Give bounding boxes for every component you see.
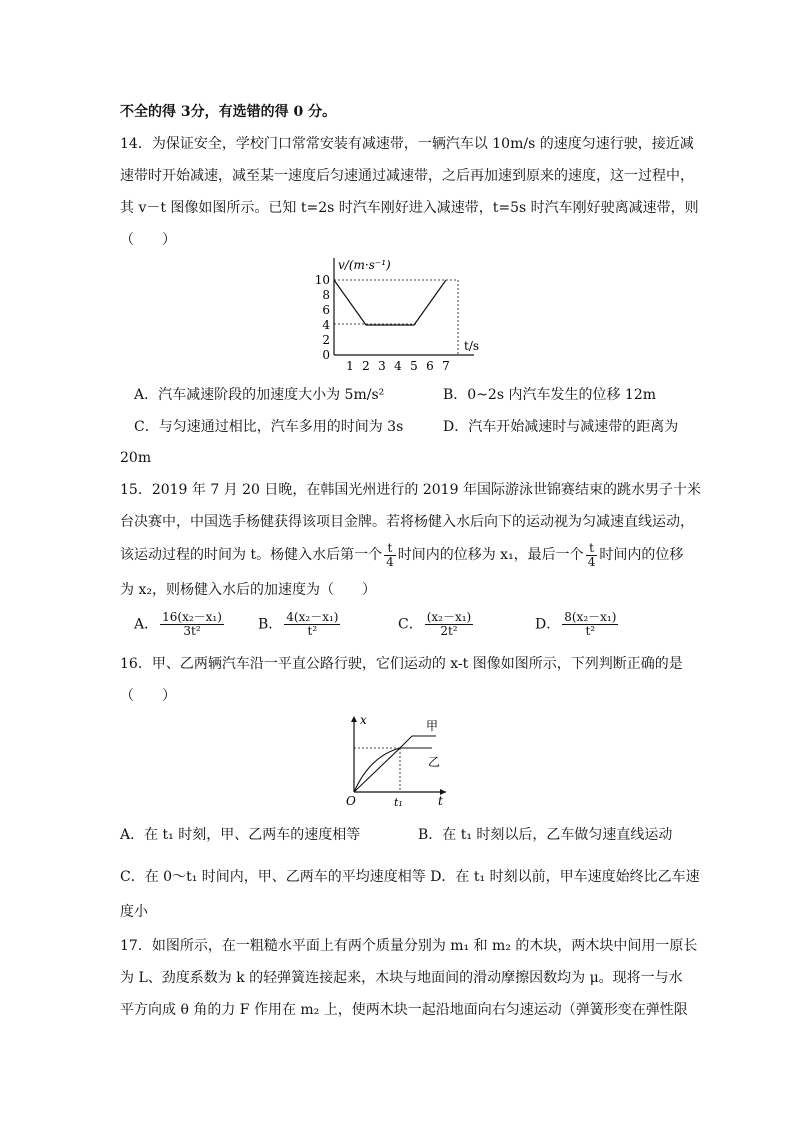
q16-xlabel: t — [438, 794, 443, 808]
q15-option-c-label: C． — [398, 616, 423, 633]
q16-ylabel: x — [360, 713, 367, 727]
q14-ytick-label: 10 — [314, 273, 330, 287]
q15-option-c-den: 2t² — [440, 624, 458, 638]
q16-line-1: 16．甲、乙两辆汽车沿一平直公路行驶，它们运动的 x-t 图像如图所示，下列判断正确的是 — [120, 656, 683, 672]
q15-option-a-num: 16(x₂－x₁) — [162, 610, 222, 624]
q15-option-a-label: A． — [134, 616, 159, 633]
q14-xtick-label: 3 — [378, 359, 386, 373]
q16-line-2: （ ） — [120, 688, 176, 704]
q15-line-2: 台决赛中，中国选手杨健获得该项目金牌。若将杨健入水后向下的运动视为匀减速直线运动， — [120, 514, 694, 530]
q15-option-c-num: (x₂－x₁) — [426, 610, 472, 624]
q14-xtick-label: 1 — [346, 359, 354, 373]
q14-ytick-label: 2 — [322, 333, 330, 347]
q15-line-3c: 时间内的位移 — [599, 547, 684, 563]
q15-option-d-label: D． — [535, 616, 561, 633]
q14-ytick-label: 8 — [322, 288, 330, 302]
q17-line-1: 17．如图所示，在一粗糙水平面上有两个质量分别为 m₁ 和 m₂ 的木块，两木块中间用一原长 — [120, 938, 698, 954]
q15-line-3b: 时间内的位移为 x₁，最后一个 — [397, 547, 584, 563]
y-arrow-icon — [351, 716, 357, 722]
q15-line-1: 15．2019 年 7 月 20 日晚，在韩国光州进行的 2019 年国际游泳世锦赛结束的跳水男子十米 — [120, 482, 701, 498]
q14-line-3: 其 v－t 图像如图所示。已知 t=2s 时汽车刚好进入减速带，t=5s 时汽车刚好驶离减速带，则 — [120, 200, 699, 216]
q14-line-1: 14．为保证安全，学校门口常常安装有减速带，一辆汽车以 10m/s 的速度匀速行驶，接近减 — [120, 136, 694, 152]
q15-option-c — [398, 611, 475, 638]
q16-option-c: C．在 0～t₁ 时间内，甲、乙两车的平均速度相等 D．在 t₁ 时刻以前，甲车速度始终比乙车速 — [120, 869, 700, 885]
q14-axes — [334, 258, 474, 355]
q15-option-b — [258, 611, 342, 638]
q15-line-3 — [120, 540, 683, 570]
q14-option-d: D．汽车开始减速时与减速带的距离为 — [443, 419, 679, 435]
frac-den: 4 — [587, 554, 596, 569]
q15-fraction-t4-b — [586, 542, 598, 569]
q16-yi-label: 乙 — [428, 755, 441, 769]
q14-ytick-label: 0 — [322, 348, 330, 362]
frac-den: 4 — [386, 554, 394, 569]
q15-option-d-num: 8(x₂－x₁) — [564, 610, 617, 624]
q14-ytick-label: 6 — [322, 303, 330, 317]
q15-option-b-label: B． — [258, 616, 283, 633]
q16-t1: t₁ — [394, 796, 403, 809]
q14-grid-lines — [334, 280, 458, 355]
q15-option-a-den: 3t² — [183, 624, 201, 638]
q14-option-c: C．与匀速通过相比，汽车多用的时间为 3s — [134, 419, 404, 435]
q15-fraction-t4-a — [384, 542, 396, 569]
q14-vt-graph — [310, 252, 490, 377]
q16-origin: O — [346, 794, 356, 808]
q15-line-4: 为 x₂，则杨健入水后的加速度为（ ） — [120, 582, 376, 598]
q16-jia-curve — [354, 736, 436, 792]
q16-option-c-cont: 度小 — [120, 904, 148, 920]
q14-velocity-line — [334, 280, 446, 325]
q14-xtick-label: 2 — [362, 359, 370, 373]
section-intro: 不全的得 3分，有选错的得 0 分。 — [120, 104, 337, 120]
q15-line-3a: 该运动过程的时间为 t。杨健入水后第一个 — [120, 547, 383, 563]
q16-jia-label: 甲 — [426, 719, 439, 733]
q14-line-4: （ ） — [120, 232, 176, 248]
q16-xt-graph — [340, 710, 460, 810]
q16-option-a: A．在 t₁ 时刻，甲、乙两车的速度相等 — [120, 827, 361, 843]
q17-line-2: 为 L、劲度系数为 k 的轻弹簧连接起来，木块与地面间的滑动摩擦因数均为 μ。现将一与水 — [120, 970, 683, 986]
frac-num: t — [384, 542, 396, 556]
q15-option-a — [134, 611, 226, 638]
q14-xtick-label: 5 — [410, 359, 418, 373]
q14-option-a: A．汽车减速阶段的加速度大小为 5m/s² — [134, 387, 385, 403]
q14-option-d-cont: 20m — [120, 450, 152, 466]
q15-option-d — [535, 611, 620, 638]
q16-option-b: B．在 t₁ 时刻以后，乙车做匀速直线运动 — [418, 827, 673, 843]
q14-line-2: 速带时开始减速，减至某一速度后匀速通过减速带，之后再加速到原来的速度，这一过程中， — [120, 168, 694, 184]
q15-option-d-den: t² — [585, 624, 596, 638]
q14-xtick-label: 4 — [394, 359, 402, 373]
q14-xtick-label: 6 — [426, 359, 434, 373]
q15-option-b-den: t² — [307, 624, 318, 638]
q17-line-3: 平方向成 θ 角的力 F 作用在 m₂ 上，使两木块一起沿地面向右匀速运动（弹簧形变在弹性限 — [120, 1002, 688, 1018]
q14-xlabel: t/s — [464, 339, 480, 353]
frac-num: t — [586, 542, 598, 556]
q15-option-b-num: 4(x₂－x₁) — [286, 610, 339, 624]
q14-option-b: B．0~2s 内汽车发生的位移 12m — [443, 387, 657, 403]
q14-xtick-label: 7 — [442, 359, 450, 373]
q14-ytick-label: 4 — [322, 318, 330, 332]
q14-ylabel: v/(m·s⁻¹) — [338, 258, 391, 272]
